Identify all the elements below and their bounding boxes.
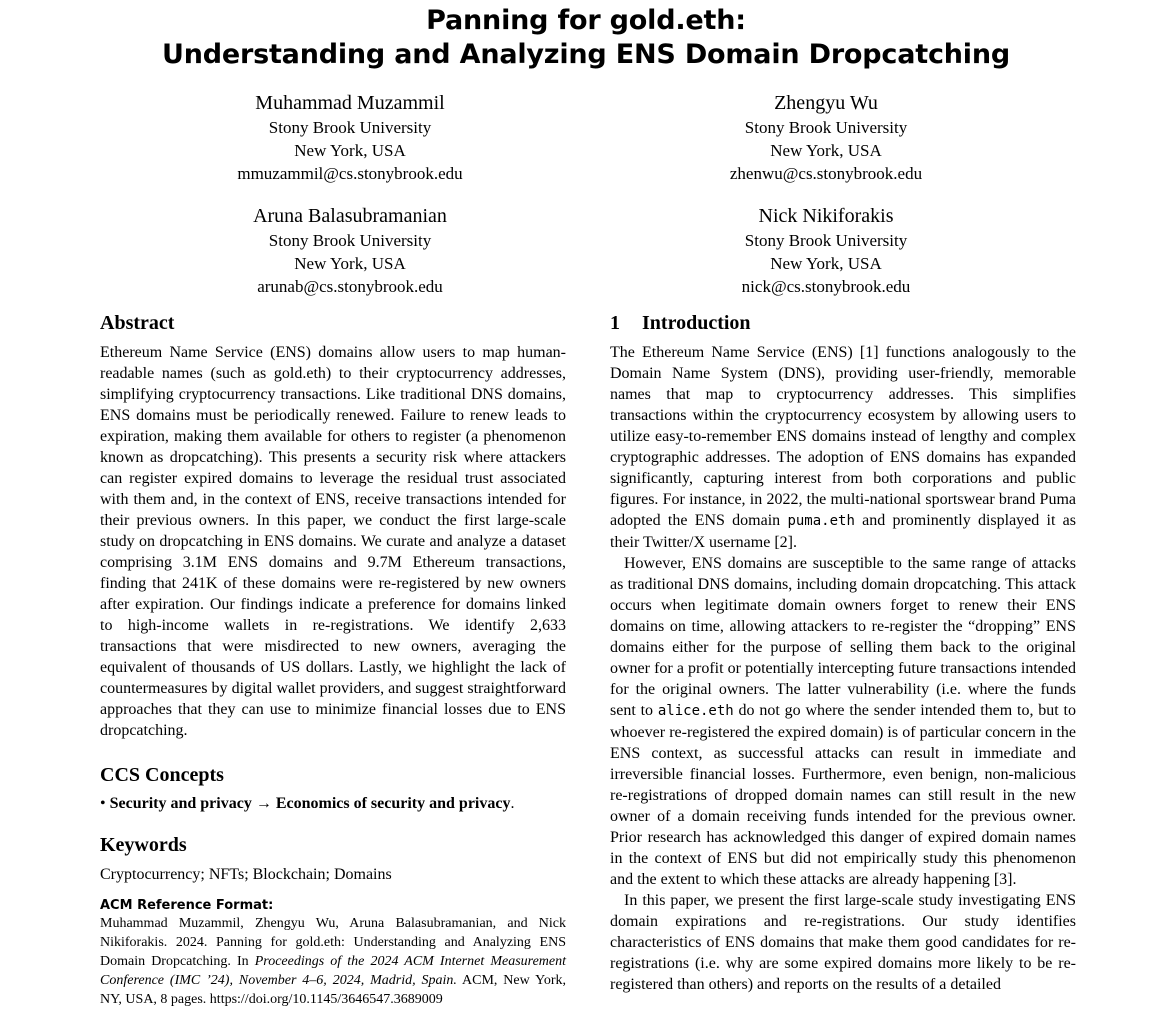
- acm-reference-part-1: Muhammad Muzammil, Zhengyu Wu, Aruna Balasubramanian, and Nick Nikiforakis. 2024. Panning for gold.eth: Understanding and Analyzing ENS Domain Dropcatching. In: [100, 916, 566, 969]
- author-location: New York, USA: [770, 254, 882, 273]
- abstract-heading: Abstract: [100, 312, 175, 334]
- right-column: [610, 310, 1076, 995]
- keywords-heading: Keywords: [100, 834, 187, 856]
- author-block-2: [616, 90, 1036, 185]
- section-title: Introduction: [642, 312, 751, 334]
- ccs-bullet: •: [100, 795, 106, 812]
- keywords-text: Cryptocurrency; NFTs; Blockchain; Domains: [100, 866, 392, 883]
- author-location: New York, USA: [770, 141, 882, 160]
- author-name: Muhammad Muzammil: [255, 92, 445, 114]
- abstract-text: Ethereum Name Service (ENS) domains allow users to map human-readable names (such as gold.eth) to their cryptocurrency addresses, simplifying cryptocurrency transactions. Like traditional DNS domains, ENS domains must be periodically renewed. Failure to renew leads to expiration, making them available for others to register (a phenomenon known as dropcatching). This presents a security risk where attackers can register expired domains to leverage the residual trust associated with them and, in the context of ENS, receive transactions intended for their previous owners. In this paper, we conduct the first large-scale study on dropcatching in ENS domains. We curate and analyze a dataset comprising 3.1M ENS domains and 9.7M Ethereum transactions, finding that 241K of these domains were re-registered by new owners after expiration. Our findings indicate a preference for domains linked to high-income wallets in re-registrations. We identify 2,633 transactions that were misdirected to new owners, averaging the equivalent of thousands of US dollars. Lastly, we highlight the lack of countermeasures by digital wallet providers, and suggest straightforward approaches that they can use to minimize financial losses due to ENS dropcatching.: [100, 344, 566, 739]
- paper-title: [0, 4, 1172, 72]
- acm-reference-part-2: ACM, New York, NY, USA, 8 pages. https://doi.org/10.1145/3646547.3689009: [100, 973, 566, 1007]
- author-location: New York, USA: [294, 141, 406, 160]
- acm-reference-text: [100, 914, 566, 1009]
- intro-p1-text-a: The Ethereum Name Service (ENS) [1] functions analogously to the Domain Name System (DNS), providing user-friendly, memorable names that map to cryptocurrency addresses. This simplifies transactions within the cryptocurrency ecosystem by allowing users to utilize easy-to-remember ENS domains instead of lengthy and complex cryptographic addresses. The adoption of ENS domains has expanded significantly, capturing interest from both corporations and public figures. For instance, in 2022, the multi-national sportswear brand Puma adopted the ENS domain: [610, 344, 1076, 529]
- ccs-term-2: Economics of security and privacy: [275, 795, 511, 812]
- intro-paragraph-1: [610, 342, 1076, 553]
- author-email: zhenwu@cs.stonybrook.edu: [729, 164, 923, 183]
- intro-paragraph-2: [610, 553, 1076, 890]
- ccs-section: [100, 762, 566, 814]
- left-column: [100, 310, 566, 741]
- intro-p2-code: alice.eth: [657, 703, 734, 719]
- intro-p2-text-b: do not go where the sender intended them to, but to whoever re-registered the expired domain) is of particular concern in the ENS context, as successful attacks can result in immediate and irreversible financial losses. Furthermore, even benign, non-malicious re-registrations of dropped domain names can still result in the new owner of a domain receiving funds intended for the previous owner. Prior research has acknowledged this danger of expired domain names in the context of ENS but did not empirically study this phenomenon and the extent to which these attacks are already happening [3].: [610, 702, 1076, 888]
- author-name: Aruna Balasubramanian: [253, 205, 447, 227]
- author-affiliation: Stony Brook University: [744, 118, 908, 137]
- ccs-arrow: →: [255, 795, 272, 812]
- author-affiliation: Stony Brook University: [268, 231, 432, 250]
- author-block-4: [616, 203, 1036, 298]
- acm-reference: [100, 897, 566, 1009]
- intro-p1-text-b: and prominently displayed it as their Twitter/X username [2].: [610, 512, 1076, 551]
- title-line-2: Understanding and Analyzing ENS Domain Dropcatching: [162, 39, 1010, 70]
- ccs-end: .: [510, 795, 515, 812]
- author-email: arunab@cs.stonybrook.edu: [257, 277, 443, 296]
- author-affiliation: Stony Brook University: [744, 231, 908, 250]
- author-name: Nick Nikiforakis: [758, 205, 894, 227]
- ccs-heading: CCS Concepts: [100, 764, 224, 786]
- author-email: nick@cs.stonybrook.edu: [741, 277, 911, 296]
- author-location: New York, USA: [294, 254, 406, 273]
- author-email: mmuzammil@cs.stonybrook.edu: [237, 164, 463, 183]
- intro-paragraph-3: In this paper, we present the first large-scale study investigating ENS domain expirations and re-registrations. Our study identifies characteristics of ENS domains that make them good candidates for re-registrations (i.e. why are some expired domains more likely to be re-registered than others) and reports on the results of a detailed: [610, 892, 1076, 993]
- acm-reference-heading: ACM Reference Format:: [100, 898, 274, 913]
- author-block-1: [140, 90, 560, 185]
- keywords-section: [100, 832, 566, 885]
- author-name: Zhengyu Wu: [774, 92, 878, 114]
- intro-p1-code: puma.eth: [787, 513, 855, 529]
- title-line-1: Panning for gold.eth:: [426, 5, 746, 36]
- section-number: 1: [610, 312, 620, 334]
- ccs-concepts: [100, 793, 566, 814]
- intro-p2-text-a: However, ENS domains are susceptible to the same range of attacks as traditional DNS domains, including domain dropcatching. This attack occurs when legitimate domain owners forget to renew their ENS domains on time, allowing attackers to re-register the “dropping” ENS domains either for the purpose of selling them back to the original owner for a profit or potentially intercepting future transactions intended for the original owners. The latter vulnerability (i.e. where the funds sent to: [610, 555, 1076, 719]
- intro-heading: [610, 310, 1076, 336]
- ccs-term-1: Security and privacy: [109, 795, 252, 812]
- acm-reference-venue: Proceedings of the 2024 ACM Internet Measurement Conference (IMC ’24), November 4–6, 2024, Madrid, Spain.: [100, 954, 567, 988]
- author-block-3: [140, 203, 560, 298]
- author-affiliation: Stony Brook University: [268, 118, 432, 137]
